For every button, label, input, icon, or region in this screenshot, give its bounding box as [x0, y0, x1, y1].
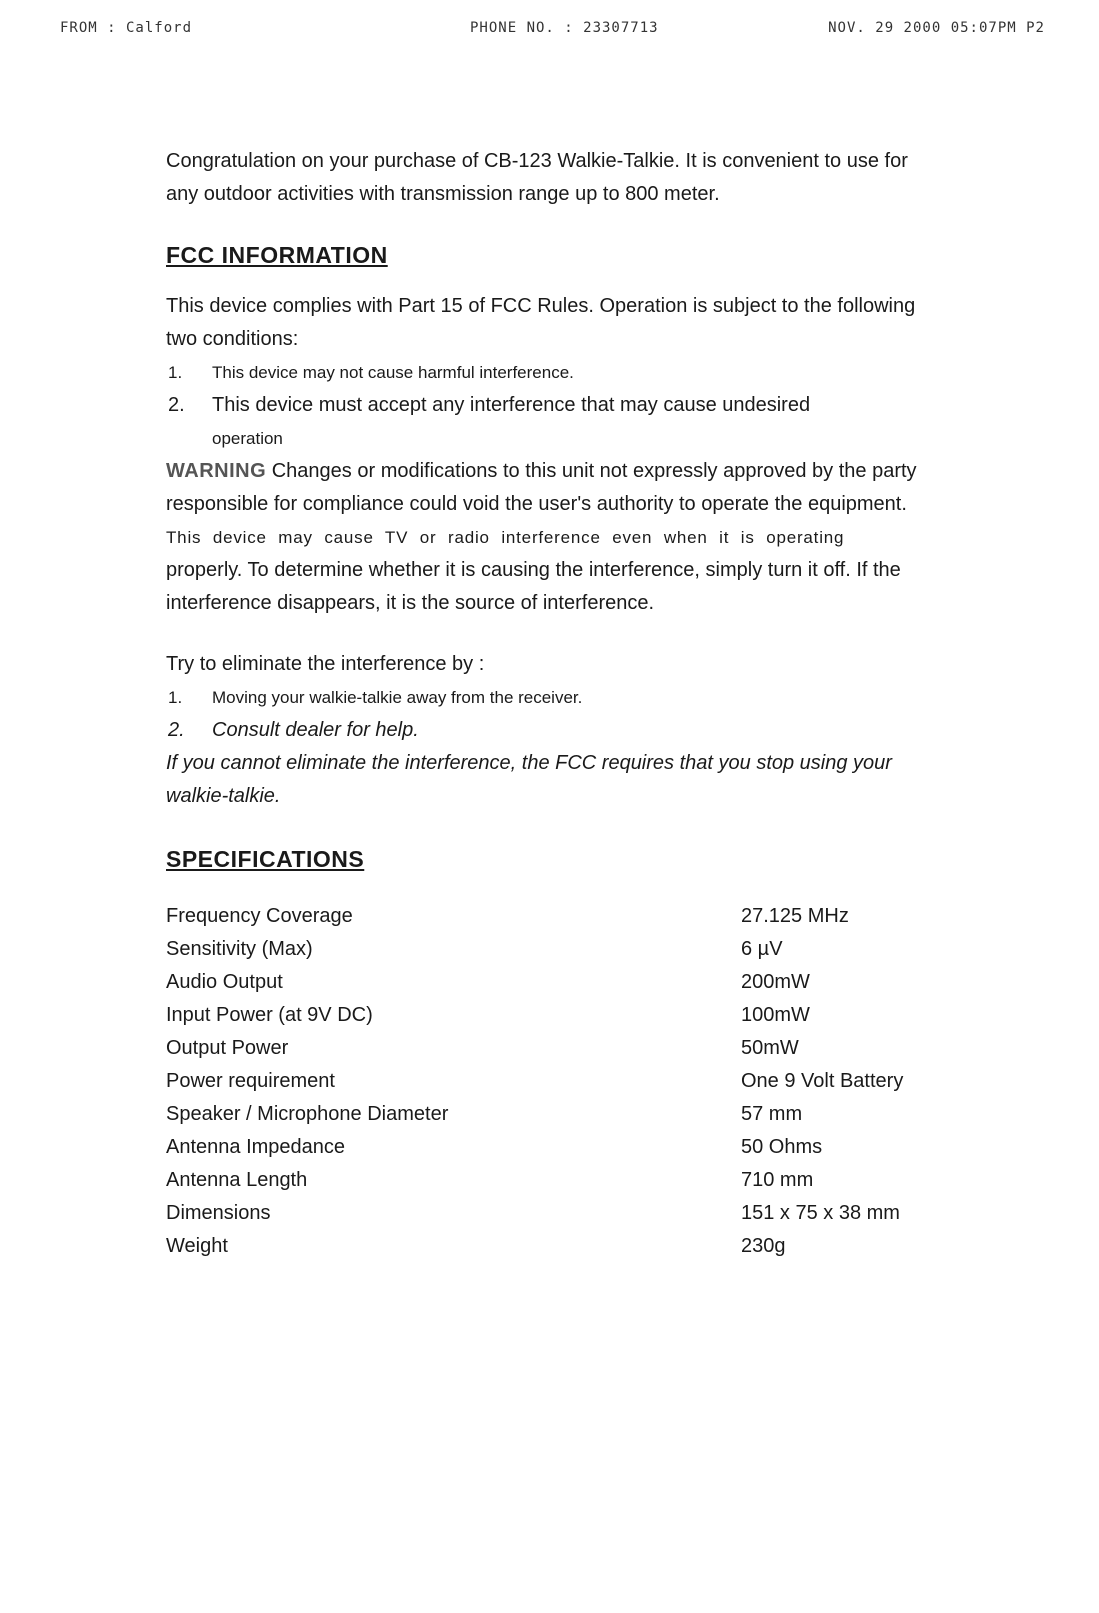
- warning-label: WARNING: [166, 460, 267, 482]
- spec-name: Speaker / Microphone Diameter: [166, 1103, 449, 1125]
- table-row: [166, 999, 926, 1032]
- list-text: Moving your walkie-talkie away from the receiver.: [212, 688, 583, 707]
- fax-header: [0, 20, 1099, 42]
- list-number: 2.: [168, 394, 185, 416]
- fax-timestamp: NOV. 29 2000 05:07PM P2: [828, 20, 1045, 36]
- spec-value: 200mW: [741, 971, 810, 993]
- spec-value: 151 x 75 x 38 mm: [741, 1202, 900, 1224]
- spec-value: 57 mm: [741, 1103, 803, 1125]
- table-row: [166, 900, 926, 933]
- spec-name: Output Power: [166, 1037, 289, 1059]
- warning-paragraph: [166, 455, 936, 521]
- spec-value: 6 µV: [741, 938, 783, 960]
- spec-name: Frequency Coverage: [166, 905, 353, 927]
- table-row: [166, 1032, 926, 1065]
- fcc-heading: FCC INFORMATION: [166, 242, 388, 268]
- table-row: [166, 1197, 926, 1230]
- list-text: This device must accept any interference that may cause undesired: [212, 394, 811, 416]
- warning-text: Changes or modifications to this unit not expressly approved by the party responsible for compliance could void the user's authority to operate the equipment.: [166, 460, 917, 515]
- spec-value: One 9 Volt Battery: [741, 1070, 904, 1092]
- list-number: 1.: [168, 688, 183, 707]
- specifications-table: [166, 900, 926, 1263]
- fcc-paragraph: This device complies with Part 15 of FCC Rules. Operation is subject to the following two conditions:: [166, 295, 916, 350]
- spec-name: Antenna Impedance: [166, 1136, 346, 1158]
- table-row: [166, 1164, 926, 1197]
- intro-paragraph: Congratulation on your purchase of CB-123 Walkie-Talkie. It is convenient to use for any outdoor activities with transmission range up to 800 meter.: [166, 150, 908, 205]
- spec-value: 710 mm: [741, 1169, 814, 1191]
- interference-followup: properly. To determine whether it is causing the interference, simply turn it off. If the interference disappears, it is the source of interference.: [166, 559, 901, 614]
- table-row: [166, 1065, 926, 1098]
- interference-notice: This device may cause TV or radio interference even when it is operating: [166, 528, 845, 547]
- spec-name: Dimensions: [166, 1202, 271, 1224]
- spec-name: Antenna Length: [166, 1169, 308, 1191]
- spec-name: Power requirement: [166, 1070, 335, 1092]
- specifications-heading: SPECIFICATIONS: [166, 846, 365, 872]
- spec-name: Input Power (at 9V DC): [166, 1004, 373, 1026]
- list-number: 2.: [168, 719, 185, 741]
- table-row: [166, 1131, 926, 1164]
- list-item: [166, 389, 936, 455]
- table-row: [166, 933, 926, 966]
- spec-value: 100mW: [741, 1004, 810, 1026]
- list-text-continuation: operation: [212, 429, 283, 448]
- spec-name: Weight: [166, 1235, 228, 1257]
- list-item: [166, 681, 936, 714]
- fax-phone-number: PHONE NO. : 23307713: [470, 20, 659, 36]
- spec-value: 50 Ohms: [741, 1136, 823, 1158]
- eliminate-steps-list: [166, 681, 936, 747]
- eliminate-heading: Try to eliminate the interference by :: [166, 653, 485, 675]
- table-row: [166, 1098, 926, 1131]
- table-row: [166, 966, 926, 999]
- spec-value: 50mW: [741, 1037, 799, 1059]
- document-body: [166, 145, 936, 1263]
- list-text: Consult dealer for help.: [212, 719, 419, 741]
- spec-value: 230g: [741, 1235, 786, 1257]
- spec-name: Audio Output: [166, 971, 283, 993]
- table-row: [166, 1230, 926, 1263]
- list-item: [166, 356, 936, 389]
- fcc-conditions-list: [166, 356, 936, 455]
- list-text: This device may not cause harmful interference.: [212, 363, 574, 382]
- spec-value: 27.125 MHz: [741, 905, 849, 927]
- list-number: 1.: [168, 363, 183, 382]
- fcc-caution: If you cannot eliminate the interference, the FCC requires that you stop using your walkie-talkie.: [166, 752, 892, 807]
- spec-name: Sensitivity (Max): [166, 938, 313, 960]
- fax-sender: FROM : Calford: [60, 20, 193, 36]
- list-item: [166, 714, 936, 747]
